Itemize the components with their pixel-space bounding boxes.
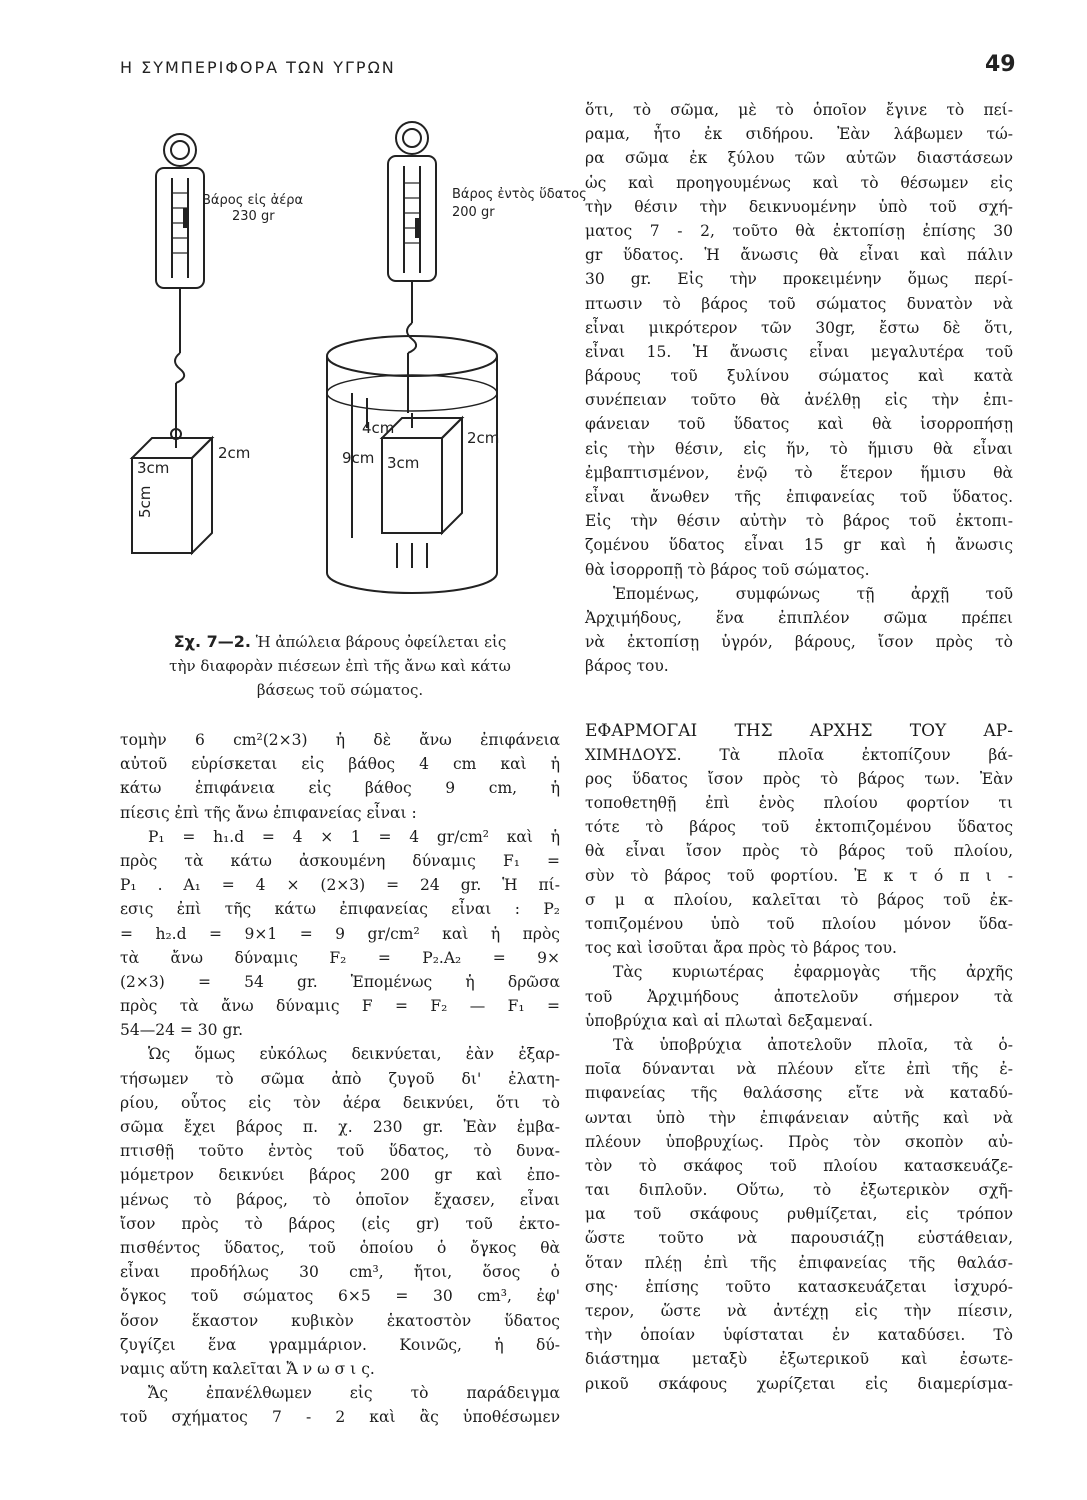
text-line: ΧΙΜΗΔΟΥΣ. Τὰ πλοῖα ἐκτοπίζουν βά- (585, 745, 1013, 764)
text-line: τοῦ σχήματος 7 - 2 καὶ ἂς ὑποθέσωμεν (120, 1408, 560, 1427)
text-line: Τὰς κυριωτέρας ἐφαρμογὰς τῆς ἀρχῆς (613, 963, 1013, 982)
text-line: τοῦ Ἀρχιμήδους ἀποτελοῦν σήμερον τὰ (585, 987, 1013, 1006)
text-line: ὅτι, τὸ σῶμα, μὲ τὸ ὁποῖον ἔγινε τὸ πεί- (585, 101, 1013, 119)
text-line: ἐμβαπτισμένον, ἐνῷ τὸ ἕτερον ἥμισυ θὰ (585, 463, 1013, 482)
dim-depth-top: 4cm (362, 419, 395, 437)
value-weight-in-air: 230 gr (232, 209, 275, 224)
text-line: πτωσιν τὸ βάρος τοῦ σώματος δυνατὸν νὰ (585, 294, 1013, 313)
dim-depth-bottom: 9cm (342, 449, 375, 467)
text-line: 30 gr. Εἰς τὴν προκειμένην ὅμως περί- (585, 270, 1013, 289)
text-line: ζυγίζει ἕνα γραμμάριον. Κοινῶς, ἡ δύ- (120, 1335, 560, 1354)
text-line: σὺν τὸ βάρος τοῦ φορτίου. Ἐ κ τ ό π ι - (585, 866, 1013, 885)
text-line: πισθέντος ὕδατος, τοῦ ὁποίου ὁ ὄγκος θὰ (120, 1238, 560, 1257)
text-line: ωνται ὑπὸ τὴν ἐπιφάνειαν αὐτῆς καὶ νὰ (585, 1108, 1013, 1127)
text-line: ὥστε τοῦτο νὰ παρουσιάζῃ εὐστάθειαν, (585, 1229, 1013, 1248)
text-line: Ἄς ἐπανέλθωμεν εἰς τὸ παράδειγμα (148, 1384, 560, 1403)
text-line: σῶμα ἔχει βάρος π. χ. 230 gr. Ἐὰν ἐμβα- (120, 1118, 560, 1136)
value-weight-in-water: 200 gr (452, 205, 495, 220)
text-line: εἶναι ἄνωθεν τῆς ἐπιφανείας τοῦ ὕδατος. (585, 488, 1013, 506)
text-line: ται διπλοῦν. Οὕτω, τὸ ἐξωτερικὸν σχῆ- (585, 1181, 1013, 1200)
text-line: τὰ ἄνω δύναμις F₂ = P₂.A₂ = 9× (120, 948, 560, 967)
text-line: βάρος του. (585, 657, 669, 676)
section-heading (585, 719, 1013, 743)
text-line: P₁ = h₁.d = 4 × 1 = 4 gr/cm² καὶ ἡ (148, 827, 560, 846)
right-column-text (585, 98, 1013, 1396)
text-line: ἴσον πρὸς τὸ βάρος (εἰς gr) τοῦ ἐκτο- (120, 1214, 560, 1233)
text-line: ὄγκος τοῦ σώματος 6×5 = 30 cm³, ἐφ' (120, 1287, 560, 1306)
text-line: εἰς τὴν θέσιν, εἰς ἥν, τὸ ἥμισυ θὰ εἶναι (585, 439, 1013, 458)
text-line: πιφανείας τῆς θαλάσσης εἴτε νὰ καταδύ- (585, 1084, 1013, 1103)
text-line: 54—24 = 30 gr. (120, 1021, 243, 1040)
label-weight-in-water: Βάρος ἐντὸς ὕδατος (452, 187, 587, 202)
caption-label: Σχ. 7—2. (173, 632, 251, 651)
text-line: πτισθῇ τοῦτο ἐντὸς τοῦ ὕδατος, τὸ δυνα- (120, 1142, 560, 1161)
text-line: ὡς καὶ προηγουμένως καὶ τὸ θέσωμεν εἰς (585, 173, 1013, 192)
text-line: εἶναι προδήλως 30 cm³, ἤτοι, ὅσος ὁ (120, 1263, 560, 1282)
caption-line: τὴν διαφορὰν πιέσεων ἐπὶ τῆς ἄνω καὶ κάτω (169, 657, 511, 675)
text-line: Ὡς ὅμως εὐκόλως δεικνύεται, ἐὰν ἐξαρ- (148, 1045, 560, 1064)
text-line: μόμετρον δεικνύει βάρος 200 gr καὶ ἐπο- (120, 1166, 560, 1185)
text-line: ραμα, ἦτο ἐκ σιδήρου. Ἐὰν λάβωμεν τώ- (585, 125, 1013, 144)
text-line: (2×3) = 54 gr. Ἑπομένως ἡ δρῶσα (120, 972, 560, 991)
text-line: ρος ὕδατος ἴσον πρὸς τὸ βάρος των. Ἐὰν (585, 769, 1013, 788)
text-line: = h₂.d = 9×1 = 9 gr/cm² καὶ ἡ πρὸς (120, 924, 560, 943)
text-line: τότε τὸ βάρος τοῦ ἐκτοπιζομένου ὕδατος (585, 818, 1013, 837)
text-line: ναμις αὕτη καλεῖται Ἄ ν ω σ ι ς. (120, 1359, 375, 1378)
text-line: gr ὕδατος. Ἡ ἄνωσις θὰ εἶναι καὶ πάλιν (585, 246, 1013, 265)
text-line: ζομένου ὕδατος εἶναι 15 gr καὶ ἡ ἄνωσις (585, 536, 1013, 555)
text-line: πίεσις ἐπὶ τῆς ἄνω ἐπιφανείας εἶναι : (120, 803, 417, 822)
text-line: φάνειαν τοῦ ὕδατος καὶ θὰ ἰσορροπήσῃ (585, 415, 1013, 434)
text-line: P₁ . A₁ = 4 × (2×3) = 24 gr. Ἡ πί- (120, 876, 560, 895)
figure-caption (120, 630, 560, 702)
text-line: Εἰς τὴν θέσιν αὐτὴν τὸ βάρος τοῦ ἐκτοπι- (585, 512, 1013, 531)
text-line: τὴν θέσιν τὴν δεικνυομένην ὑπὸ τοῦ σχή- (585, 197, 1013, 216)
figure-spring-balances (112, 108, 587, 628)
text-line: θὰ εἶναι ἴσον πρὸς τὸ βάρος τοῦ πλοίου, (585, 842, 1013, 861)
text-line: νὰ ἐκτοπίσῃ ὑγρόν, βάρους, ἴσον πρὸς τὸ (585, 633, 1013, 652)
text-line: τὴν ὁποίαν ὑφίσταται ἐν καταδύσει. Τὸ (585, 1326, 1013, 1345)
text-line: ρα σῶμα ἐκ ξύλου τῶν αὐτῶν διαστάσεων (585, 149, 1013, 168)
text-line: τὸν τὸ σκάφος τοῦ πλοίου κατασκευάζε- (585, 1156, 1013, 1175)
text-line: ὅσον ἕκαστον κυβικὸν ἑκατοστὸν ὕδατος (120, 1311, 560, 1330)
text-line: τοπιζομένου ὑπὸ τοῦ πλοίου μόνον ὕδα- (585, 915, 1013, 933)
text-line: ματος 7 - 2, τοῦτο θὰ ἐκτοπίσῃ ἐπίσης 30 (585, 221, 1013, 240)
text-line: θὰ ἰσορροπῇ τὸ βάρος τοῦ σώματος. (585, 560, 870, 579)
text-line: τερον, ὥστε νὰ ἀντέχῃ εἰς τὴν πίεσιν, (585, 1302, 1013, 1320)
dim-left-height: 5cm (136, 485, 154, 518)
text-line: πρὸς τὰ κάτω ἀσκουμένη δύναμις F₁ = (120, 851, 560, 870)
running-header: Η ΣΥΜΠΕΡΙΦΟΡΑ ΤΩΝ ΥΓΡΩΝ (120, 58, 396, 77)
caption-line: βάσεως τοῦ σώματος. (256, 681, 424, 699)
text-line: διάστημα μεταξὺ ἐξωτερικοῦ καὶ ἐσωτε- (585, 1350, 1013, 1369)
dim-right-width: 3cm (387, 454, 420, 472)
text-line: σης· ἐπίσης τοῦτο κατασκευάζεται ἰσχυρό- (585, 1277, 1013, 1296)
text-line: Τὰ ὑποβρύχια ἀποτελοῦν πλοῖα, τὰ ὁ- (613, 1035, 1013, 1054)
text-line: εἶναι 15. Ἡ ἄνωσις εἶναι μεγαλυτέρα τοῦ (585, 342, 1013, 361)
spring-balance-diagram (112, 108, 587, 628)
page-number: 49 (985, 52, 1016, 77)
text-line: τοποθετηθῇ ἐπὶ ἑνὸς πλοίου φορτίον τι (585, 794, 1013, 813)
dim-right-depth: 2cm (467, 429, 500, 447)
text-line: τος καὶ ἰσοῦται ἄρα πρὸς τὸ βάρος του. (585, 939, 897, 958)
text-line: ρίου, οὗτος εἰς τὸν ἀέρα δεικνύει, ὅτι τὸ (120, 1093, 560, 1112)
text-line: συνέπειαν τοῦτο θὰ ἀνέλθῃ εἰς τὴν ἐπι- (585, 391, 1013, 410)
dim-left-width: 3cm (137, 459, 170, 477)
text-line: εσις ἐπὶ τῆς κάτω ἐπιφανείας εἶναι : P₂ (120, 900, 560, 919)
text-line: εἶναι μικρότερον τῶν 30gr, ἔστω δὲ ὅτι, (585, 318, 1013, 337)
caption-line: Ἡ ἀπώλεια βάρους ὀφείλεται εἰς (255, 633, 507, 651)
text-line: τήσωμεν τὸ σῶμα ἀπὸ ζυγοῦ δι' ἐλατη- (120, 1069, 560, 1088)
text-line: πλέουν ὑποβρυχίως. Πρὸς τὸν σκοπὸν αὐ- (585, 1132, 1013, 1151)
text-line: ρικοῦ σκάφους χωρίζεται εἰς διαμερίσμα- (585, 1374, 1013, 1393)
text-line: μένως τὸ βάρος, τὸ ὁποῖον ἔχασεν, εἶναι (120, 1190, 560, 1209)
text-line: ὅταν πλέῃ ἐπὶ τῆς ἐπιφανείας τῆς θαλάσ- (585, 1253, 1013, 1272)
dim-left-depth: 2cm (218, 444, 251, 462)
text-line: σ μ α πλοίου, καλεῖται τὸ βάρος τοῦ ἐκ- (585, 890, 1013, 909)
label-weight-in-air: Βάρος εἰς ἀέρα (202, 193, 304, 208)
text-line: Ἑπομένως, συμφώνως τῇ ἀρχῇ τοῦ (613, 584, 1013, 603)
text-line: πρὸς τὰ ἄνω δύναμις F = F₂ — F₁ = (120, 997, 560, 1016)
left-column-text (120, 728, 560, 1429)
text-line: ποῖα δύνανται νὰ πλέουν εἴτε ἐπὶ τῆς ἐ- (585, 1060, 1013, 1079)
text-line: Ἀρχιμήδους, ἕνα ἐπιπλέον σῶμα πρέπει (585, 608, 1013, 627)
text-line: βάρους τοῦ ξυλίνου σώματος καὶ κατὰ (585, 367, 1013, 386)
text-line: μα τοῦ σκάφους ρυθμίζεται, εἰς τρόπον (585, 1205, 1013, 1224)
text-line: ὑποβρύχια καὶ αἱ πλωταὶ δεξαμεναί. (585, 1011, 873, 1030)
text-line: αὐτοῦ εὑρίσκεται εἰς βάθος 4 cm καὶ ἡ (120, 755, 560, 774)
text-line: κάτω ἐπιφάνεια εἰς βάθος 9 cm, ἡ (120, 779, 560, 798)
text-line: ΕΦΑΡΜΟΓΑΙ ΤΗΣ ΑΡΧΗΣ ΤΟΥ ΑΡ- (585, 720, 1013, 741)
text-line: τομὴν 6 cm²(2×3) ἡ δὲ ἄνω ἐπιφάνεια (120, 731, 560, 749)
